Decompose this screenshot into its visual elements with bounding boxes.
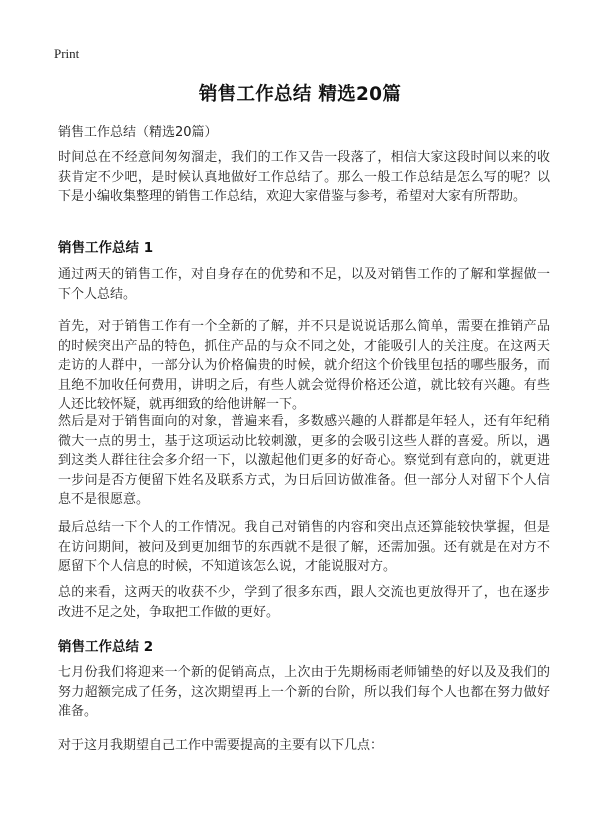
- section-1-paragraph-1: 通过两天的销售工作，对自身存在的优势和不足，以及对销售工作的了解和掌握做一下个人总结。: [58, 267, 550, 302]
- section-2-paragraph-1: 七月份我们将迎来一个新的促销高点，上次由于先期杨雨老师铺垫的好以及及我们的努力超额完成了任务，这次期望再上一个新的台阶，所以我们每个人也都在努力做好准备。: [58, 665, 550, 720]
- section-1-paragraph-3: 然后是对于销售面向的对象，普遍来看，多数感兴趣的人群都是年轻人，还有年纪稍微大一点的男士，基于这项运动比较刺激，更多的会吸引这些人群的喜爱。所以，遇到这类人群往往会多介绍一下，以激起他们更多的好奇心。察觉到有意向的，就更进一步问是否方便留下姓名及联系方式，为日后回访做准备。但一部分人对留下个人信息不是很愿意。: [58, 414, 550, 508]
- section-heading-2: 销售工作总结 2: [58, 639, 154, 655]
- section-1-paragraph-2: 首先，对于销售工作有一个全新的了解，并不只是说说话那么简单，需要在推销产品的时候突出产品的特色，抓住产品的与众不同之处，才能吸引人的关注度。在这两天走访的人群中，一部分认为价格偏贵的时候，就介绍这个价钱里包括的哪些服务，而且绝不加收任何费用，讲明之后，有些人就会觉得价格还公道，就比较有兴趣。有些人还比较怀疑，就再细致的给他讲解一下。: [58, 319, 550, 413]
- section-1-paragraph-4: 最后总结一下个人的工作情况。我自己对销售的内容和突出点还算能较快掌握，但是在访问期间，被问及到更加细节的东西就不是很了解，还需加强。还有就是在对方不愿留下个人信息的时候，不知道该怎么说，才能说服对方。: [58, 520, 550, 575]
- document-title: 销售工作总结 精选20篇: [198, 84, 402, 105]
- document-subtitle: 销售工作总结（精选20篇）: [58, 125, 218, 140]
- print-link[interactable]: Print: [54, 46, 80, 61]
- section-heading-1: 销售工作总结 1: [58, 240, 154, 256]
- intro-paragraph: 时间总在不经意间匆匆溜走，我们的工作又告一段落了，相信大家这段时间以来的收获肯定不少吧，是时候认真地做好工作总结了。那么一般工作总结是怎么写的呢？以下是小编收集整理的销售工作总结，欢迎大家借鉴与参考，希望对大家有所帮助。: [58, 150, 550, 205]
- section-1-paragraph-5: 总的来看，这两天的收获不少，学到了很多东西，跟人交流也更放得开了，也在逐步改进不足之处，争取把工作做的更好。: [58, 585, 550, 620]
- section-2-paragraph-2: 对于这月我期望自己工作中需要提高的主要有以下几点：: [58, 738, 384, 753]
